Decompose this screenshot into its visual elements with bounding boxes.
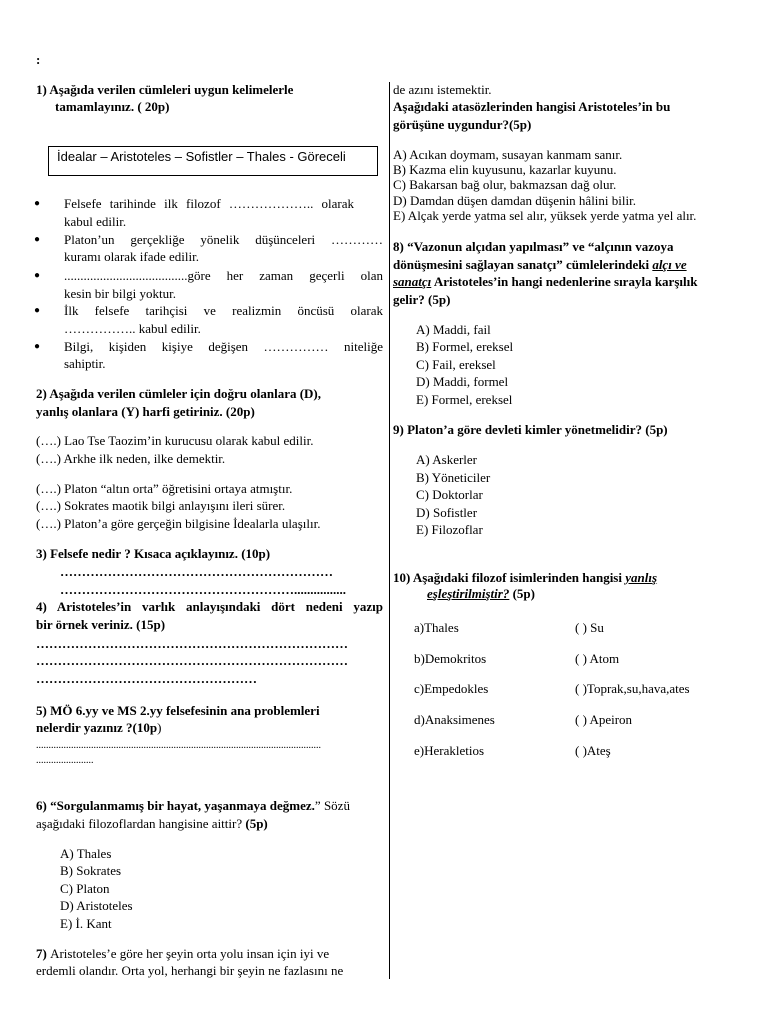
q6-after-quote: ” Sözü [314,798,350,813]
q8-option-c[interactable]: C) Fail, ereksel [416,357,496,372]
q1-word-box-text: İdealar – Aristoteles – Sofistler – Thales - Göreceli [57,149,346,164]
q6-option-a[interactable]: A) Thales [60,846,112,861]
q10-line2-points: (5p) [509,586,535,601]
q5-title-line2-bold: nelerdir yazınız ?(10p [36,720,158,735]
q7-question-line2: görüşüne uygundur?(5p) [393,117,532,132]
q7-question-line1: Aşağıdaki atasözlerinden hangisi Aristoteles’in bu [393,99,671,114]
q6-line2 [36,816,268,832]
bullet-icon: ● [34,305,41,316]
q2-title-line2: yanlış olanlara (Y) harfi getiriniz. (20p) [36,404,255,419]
q1-word-box [48,146,378,176]
q6-number: 6) [36,798,51,813]
q6-points: (5p) [245,816,268,831]
q10-line1 [393,570,657,586]
q5-answer-line-1[interactable]: .................................................................................................................. [36,740,321,751]
q2-item-3: (….) Platon “altın orta” öğretisini ortaya atmıştır. [36,481,293,496]
q1-title-line2: tamamlayınız. ( 20p) [55,99,170,114]
q3-title: 3) Felsefe nedir ? Kısaca açıklayınız. (10p) [36,546,271,561]
q7-text-1: Aristoteles’e göre her şeyin orta yolu insan için iyi ve [50,946,330,961]
q4-answer-line-2[interactable]: ……………………………………………………………… [36,653,348,668]
q1-item-1-line1: Felsefe tarihinde ilk filozof ……………….. olarak [64,196,354,211]
q10-line1-text: 10) Aşağıdaki filozof isimlerinden hangisi [393,570,626,585]
q4-title-line2: bir örnek veriniz. (15p) [36,617,166,632]
bullet-icon: ● [34,234,41,245]
q7-option-d[interactable]: D) Damdan düşen damdan düşenin hâlini bilir. [393,193,636,208]
q10-right-b[interactable]: ( ) Atom [575,651,620,666]
q1-item-1-line2: kabul edilir. [64,214,127,229]
q6-option-e[interactable]: E) İ. Kant [60,916,112,931]
q6-option-d[interactable]: D) Aristoteles [60,898,133,913]
q5-title-line2 [36,720,161,736]
q9-option-b[interactable]: B) Yöneticiler [416,470,491,485]
q7-line3: de azını istemektir. [393,82,492,97]
q9-option-d[interactable]: D) Sofistler [416,505,478,520]
q8-option-d[interactable]: D) Maddi, formel [416,374,509,389]
q3-answer-line-1[interactable]: ……………………………………………………… [60,564,333,579]
q1-title-line1: 1) Aşağıda verilen cümleleri uygun kelimelerle [36,82,294,97]
q8-option-b[interactable]: B) Formel, ereksel [416,339,514,354]
q5-title-line1: 5) MÖ 6.yy ve MS 2.yy felsefesinin ana problemleri [36,703,320,718]
q6-option-c[interactable]: C) Platon [60,881,110,896]
q6-option-b[interactable]: B) Sokrates [60,863,122,878]
q6-question: aşağıdaki filozoflardan hangisine aittir? [36,816,246,831]
q8-line2 [393,257,687,273]
q10-line1-emph: yanlış [625,570,658,585]
q10-left-a: a)Thales [414,620,459,635]
q8-option-a[interactable]: A) Maddi, fail [416,322,491,337]
bullet-icon: ● [34,198,41,209]
q10-line2-emph: eşleştirilmiştir? [427,586,510,601]
q2-title-line1: 2) Aşağıda verilen cümleler için doğru olanlara (D), [36,386,322,401]
q10-right-d[interactable]: ( ) Apeiron [575,712,633,727]
q7-option-e[interactable]: E) Alçak yerde yatma sel alır, yüksek yerde yatma yel alır. [393,208,697,223]
q8-line3 [393,274,697,290]
q10-left-e: e)Herakletios [414,743,485,758]
q7-line2: erdemli olandır. Orta yol, herhangi bir şeyin ne fazlasını ne [36,963,344,978]
q1-item-3-line1: ......................................göre her zaman geçerli olan [64,268,383,283]
q1-item-3-line2: kesin bir bilgi yoktur. [64,286,176,301]
q1-item-2-line2: kuramı olarak ifade edilir. [64,249,200,264]
q8-line4: gelir? (5p) [393,292,451,307]
q10-right-a[interactable]: ( ) Su [575,620,604,635]
q10-left-d: d)Anaksimenes [414,712,495,727]
q8-line1: 8) “Vazonun alçıdan yapılması” ve “alçının vazoya [393,239,674,254]
q10-line2 [427,586,535,602]
q9-option-e[interactable]: E) Filozoflar [416,522,483,537]
q7-option-c[interactable]: C) Bakarsan bağ olur, bakmazsan dağ olur. [393,177,617,192]
q8-line2-text: dönüşmesini sağlayan sanatçı” cümlelerindeki [393,257,653,272]
q3-answer-line-2[interactable]: ………………………………………………................ [60,582,346,597]
q1-item-2-line1: Platon’un gerçekliğe yönelik düşünceleri ………… [64,232,383,247]
q4-answer-line-1[interactable]: ……………………………………………………………… [36,636,348,651]
q7-option-b[interactable]: B) Kazma elin kuyusunu, kazarlar kuyunu. [393,162,617,177]
q5-title-line2-paren: ) [157,720,162,735]
q6-quote: “Sorgulanmamış bir hayat, yaşanmaya değmez. [50,798,315,813]
q8-line3-text: Aristoteles’in hangi nedenlerine sırayla karşılık [431,274,698,289]
q5-answer-line-2[interactable]: ....................... [36,755,94,766]
q8-option-e[interactable]: E) Formel, ereksel [416,392,513,407]
header-colon: : [36,52,41,67]
q1-item-4-line2: …………….. kabul edilir. [64,321,201,336]
q2-item-2: (….) Arkhe ilk neden, ilke demektir. [36,451,226,466]
q6-line1 [36,798,350,814]
q9-option-a[interactable]: A) Askerler [416,452,478,467]
q7-line1 [36,946,329,962]
q9-option-c[interactable]: C) Doktorlar [416,487,483,502]
q2-item-5: (….) Platon’a göre gerçeğin bilgisine İdealarla ulaşılır. [36,516,321,531]
q9-title: 9) Platon’a göre devleti kimler yönetmelidir? (5p) [393,422,668,437]
q1-item-5-line1: Bilgi, kişiden kişiye değişen …………… niteliğe [64,339,383,354]
bullet-icon: ● [34,270,41,281]
q1-item-4-line1: İlk felsefe tarihçisi ve realizmin öncüsü olarak [64,303,383,318]
q4-title-line1: 4) Aristoteles’in varlık anlayışındaki dört nedeni yazıp [36,599,383,614]
column-divider [389,82,390,979]
q10-right-c[interactable]: ( )Toprak,su,hava,ates [575,681,690,696]
q1-item-5-line2: sahiptir. [64,356,106,371]
q8-line2-emph: alçı ve [652,257,687,272]
q7-option-a[interactable]: A) Acıkan doymam, susayan kanmam sanır. [393,147,623,162]
q4-answer-line-3[interactable]: …………………………………………… [36,671,257,686]
q2-item-4: (….) Sokrates maotik bilgi anlayışını ileri sürer. [36,498,286,513]
q10-left-c: c)Empedokles [414,681,489,696]
q10-right-e[interactable]: ( )Ateş [575,743,611,758]
q2-item-1: (….) Lao Tse Taozim’in kurucusu olarak kabul edilir. [36,433,314,448]
q10-left-b: b)Demokritos [414,651,487,666]
bullet-icon: ● [34,341,41,352]
q7-number: 7) [36,946,51,961]
q8-line3-emph: sanatçı [393,274,432,289]
